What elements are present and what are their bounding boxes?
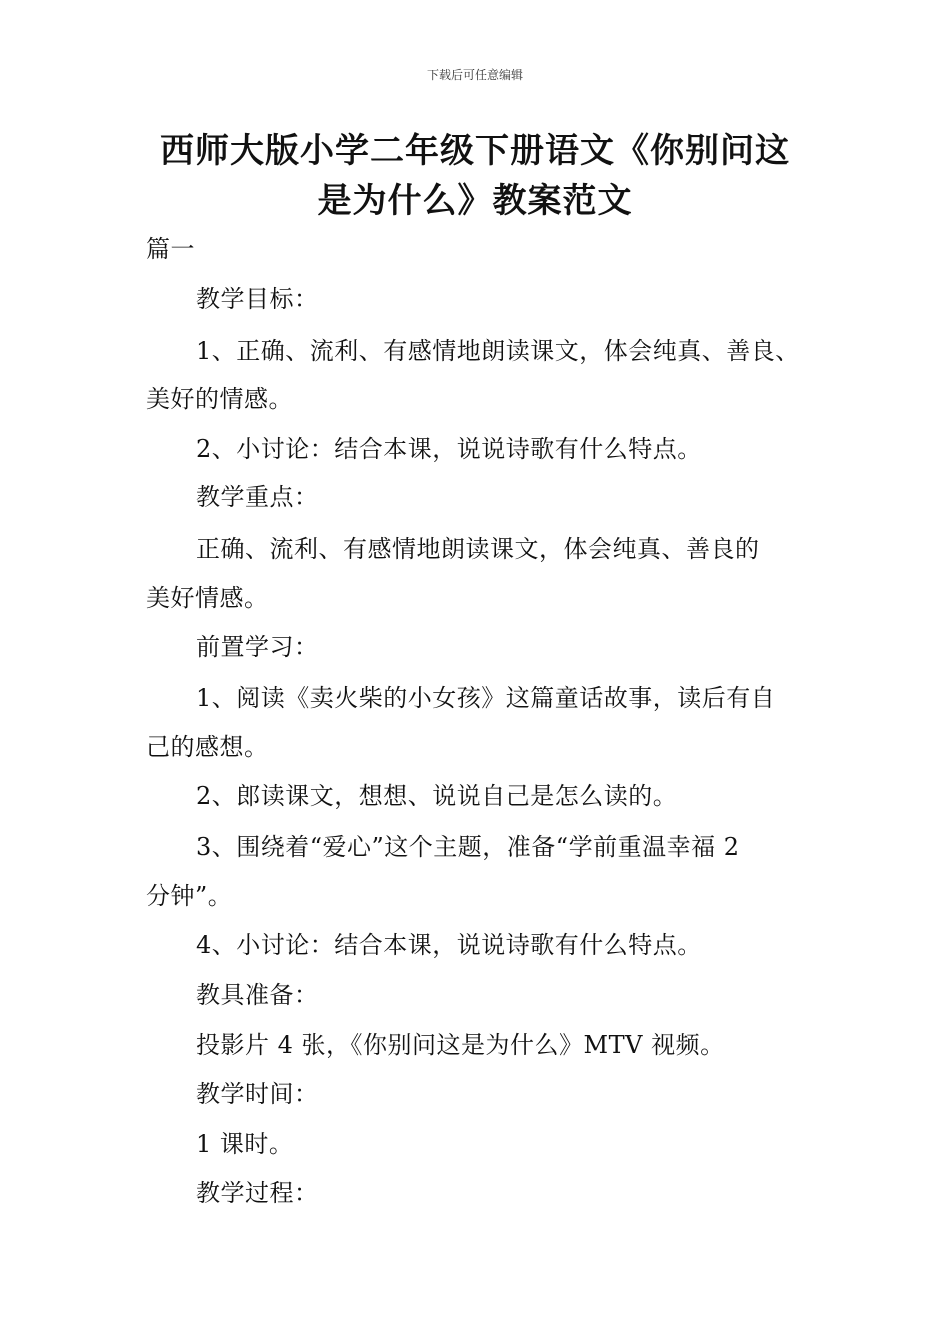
heading-objectives: 教学目标： [196, 285, 319, 313]
heading-materials: 教具准备： [196, 981, 319, 1009]
paragraph-line: 正确、流利、有感情地朗读课文，体会纯真、善良的 [196, 535, 760, 563]
heading-key-points: 教学重点： [196, 483, 319, 511]
heading-pre-study: 前置学习： [196, 633, 319, 661]
paragraph-line: 分钟”。 [146, 882, 233, 910]
paragraph-line: 1、阅读《卖火柴的小女孩》这篇童话故事，读后有自 [196, 684, 776, 712]
paragraph-line: 美好的情感。 [146, 385, 293, 413]
paragraph-line: 1 课时。 [196, 1130, 294, 1158]
section-label: 篇一 [146, 235, 195, 263]
paragraph-line: 4、小讨论：结合本课，说说诗歌有什么特点。 [196, 931, 702, 959]
paragraph-line: 2、小讨论：结合本课，说说诗歌有什么特点。 [196, 435, 702, 463]
paragraph-line: 2、郎读课文，想想、说说自己是怎么读的。 [196, 782, 678, 810]
paragraph-line: 1、正确、流利、有感情地朗读课文，体会纯真、善良、 [196, 337, 800, 365]
page-header: 下载后可任意编辑 [426, 68, 523, 82]
document-title [100, 126, 850, 226]
title-line-1: 西师大版小学二年级下册语文《你别问这 [160, 131, 790, 171]
heading-time: 教学时间： [196, 1080, 319, 1108]
paragraph-line: 己的感想。 [146, 733, 269, 761]
paragraph-line: 3、围绕着“爱心”这个主题，准备“学前重温幸福 2 [196, 833, 740, 861]
title-line-2: 是为什么》教案范文 [317, 181, 633, 221]
paragraph-line: 美好情感。 [146, 584, 269, 612]
paragraph-line: 投影片 4 张，《你别问这是为什么》MTV 视频。 [196, 1031, 725, 1059]
heading-process: 教学过程： [196, 1179, 319, 1207]
